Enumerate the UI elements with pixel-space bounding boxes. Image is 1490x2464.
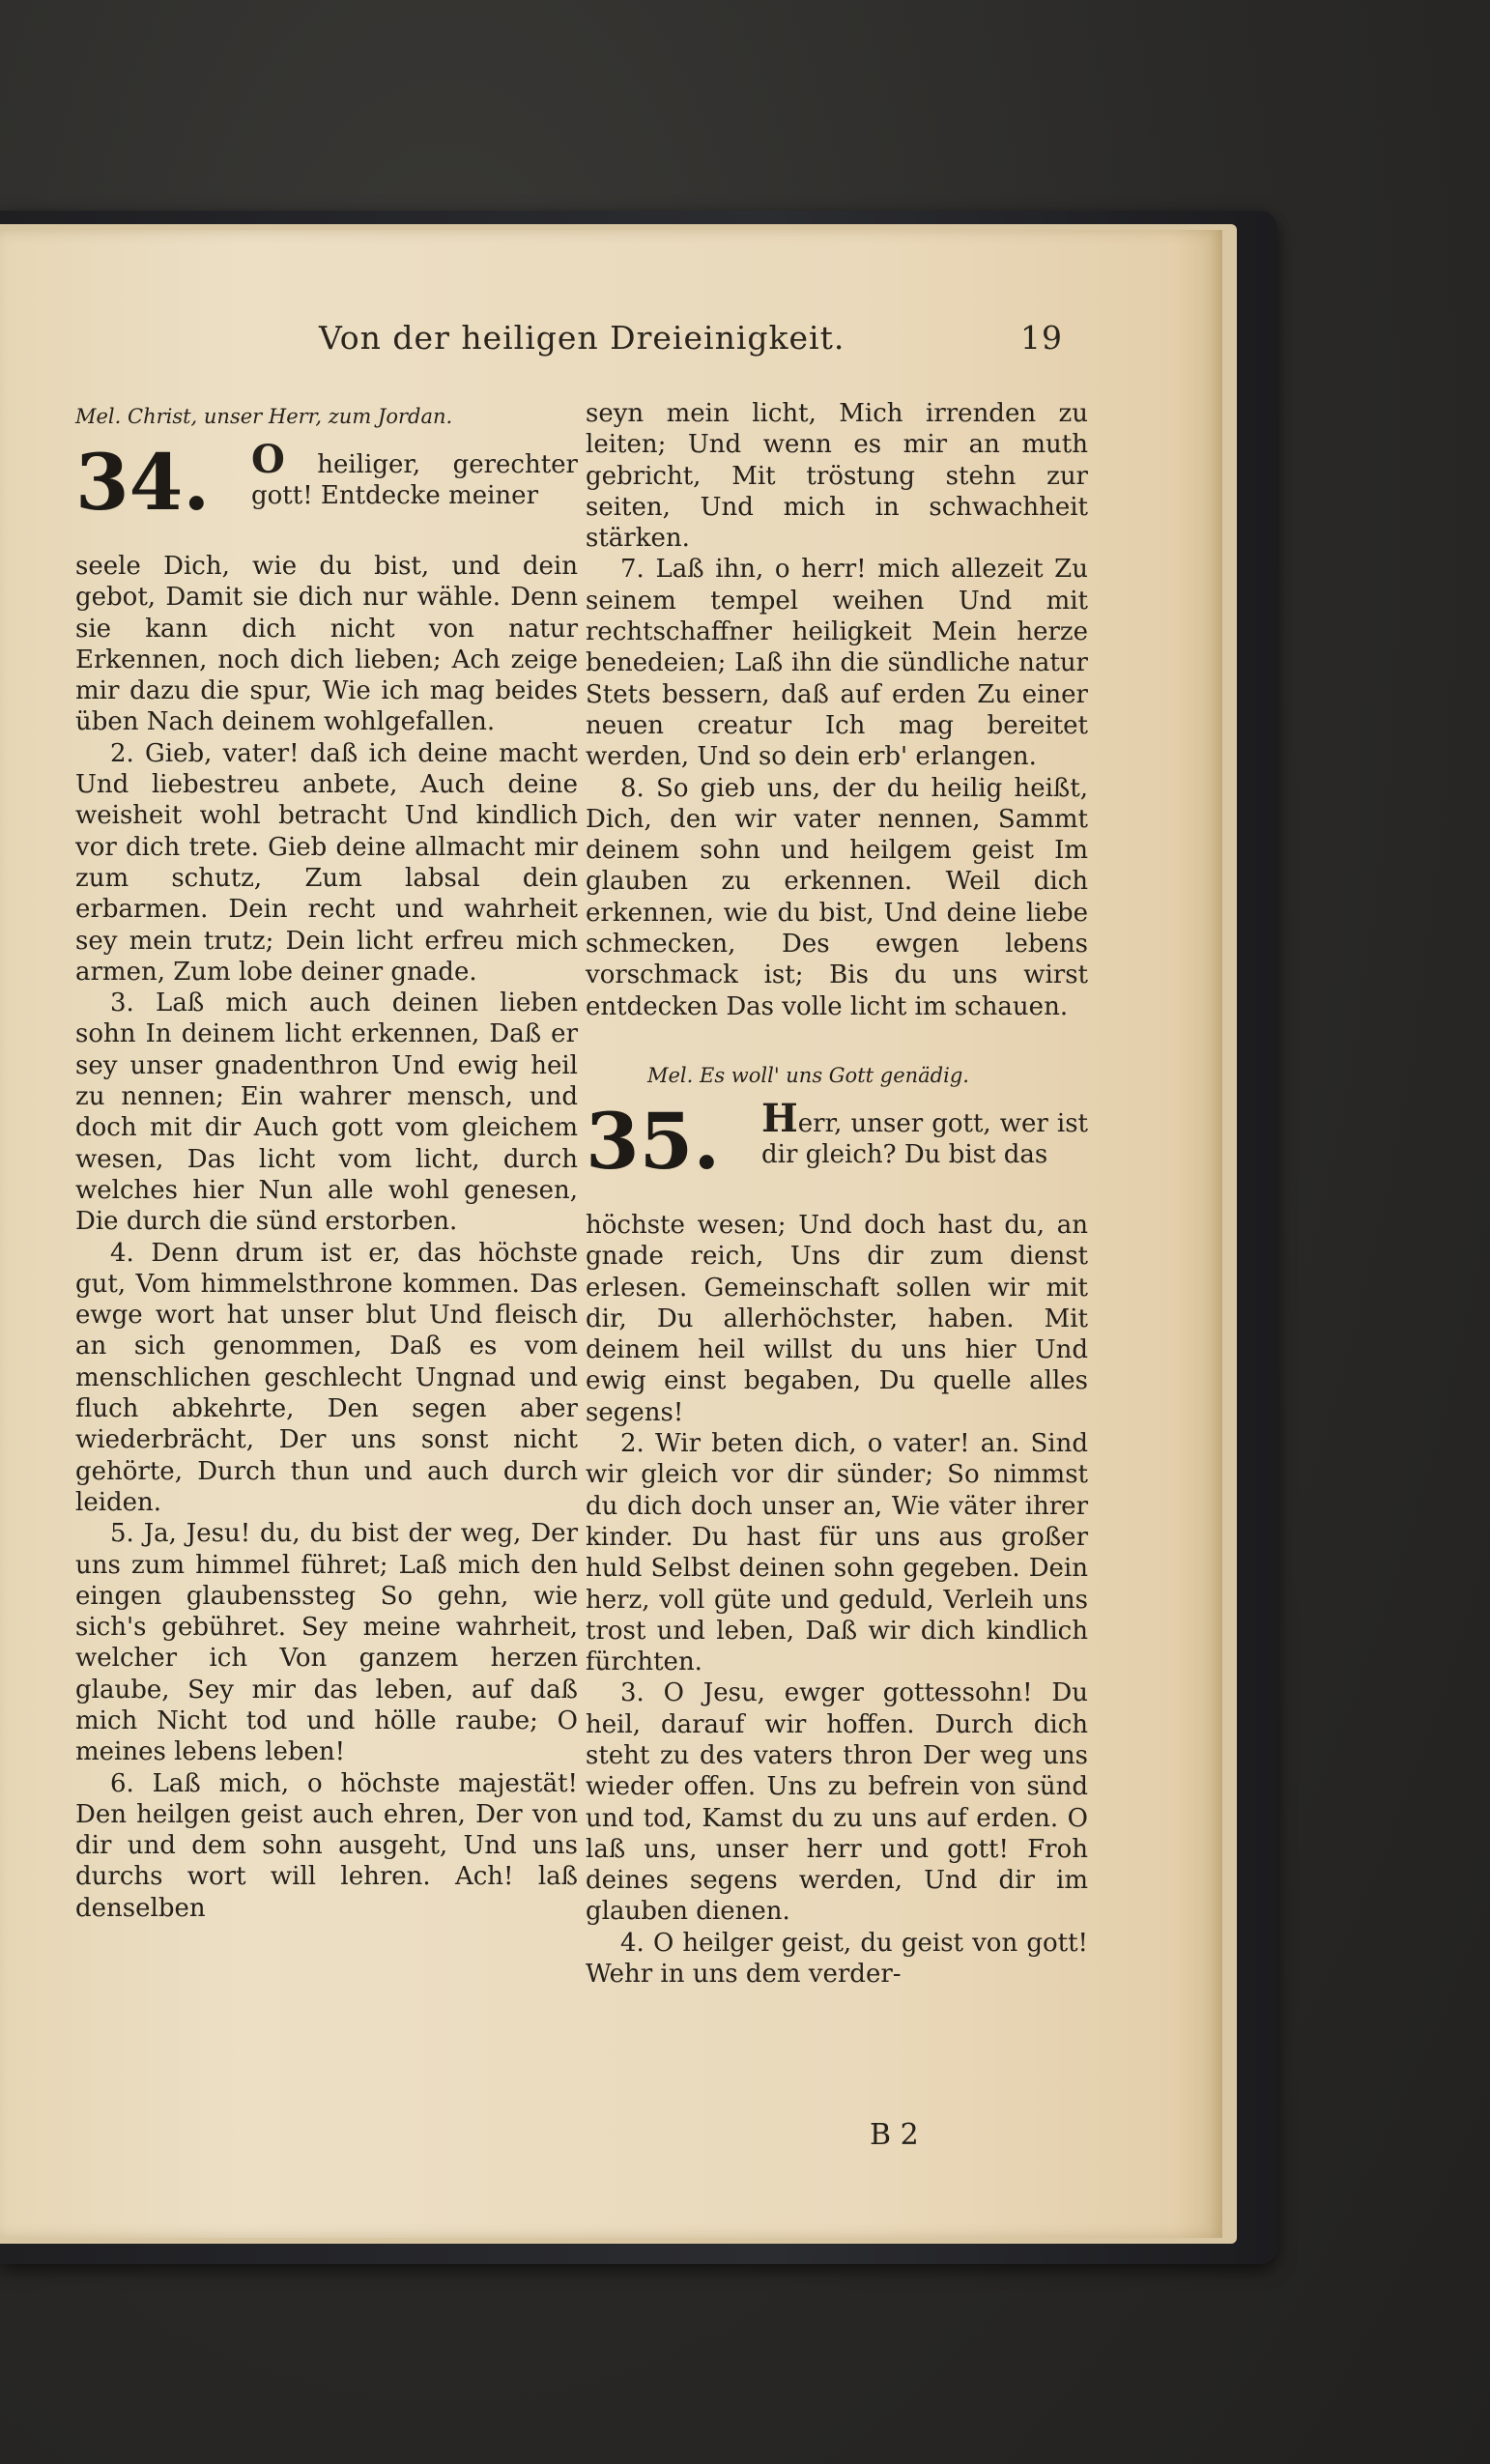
hymn-number: 35.	[586, 1095, 721, 1187]
hymn-first-text: heiliger, gerechter gott! Entdecke meiner	[251, 450, 578, 510]
verse: seyn mein licht, Mich irrenden zu leiten; Und wenn es mir an muth gebricht, Mit tröstung stehn zur seiten, Und mich in schwachheit stärken.	[586, 399, 1088, 554]
running-head-title: Von der heiligen Dreieinigkeit.	[319, 319, 845, 357]
verse: 4. O heilger geist, du geist von gott! Wehr in uns dem verder-	[586, 1928, 1088, 1990]
verse: 5. Ja, Jesu! du, du bist der weg, Der uns zum himmel führet; Laß mich den eingen glaubenssteg So gehn, wie sich's gebühret. Sey meine wahrheit, welcher ich Von ganzem herzen glaube, Sey mir das leben, auf daß mich Nicht tod und hölle raube; O meines lebens leben!	[75, 1519, 578, 1767]
hymn-heading	[75, 439, 578, 551]
right-column	[586, 398, 1088, 1990]
left-column	[75, 398, 578, 1924]
hymn-first-lines	[761, 1095, 1088, 1170]
verse: 8. So gieb uns, der du heilig heißt, Dich, den wir vater nennen, Sammt deinem sohn und heilgem geist Im glauben zu erkennen. Weil dich erkennen, wie du bist, Und deine liebe schmecken, Des ewgen lebens vorschmack ist; Bis du uns wirst entdecken Das volle licht im schauen.	[586, 773, 1088, 1021]
hymn-initial: O	[251, 437, 285, 482]
hymn-verses	[75, 551, 578, 1924]
verse: 4. Denn drum ist er, das höchste gut, Vom himmelsthrone kommen. Das ewge wort hat unser blut Und fleisch an sich genommen, Daß es vom menschlichen geschlecht Ungnad und fluch abkehrte, Den segen aber wiederbrächt, Der uns sonst nicht gehörte, Durch thun und auch durch leiden.	[75, 1238, 578, 1517]
verse: 7. Laß ihn, o herr! mich allezeit Zu seinem tempel weihen Und mit rechtschaffner heiligkeit Mein herze benedeien; Laß ihn die sündliche natur Stets bessern, daß auf erden Zu einer neuen creatur Ich mag bereitet werden, Und so dein erb' erlangen.	[586, 555, 1088, 772]
signature-mark: B 2	[870, 2118, 919, 2152]
hymn-verses	[586, 1210, 1088, 1990]
hymn-number: 34.	[75, 437, 211, 528]
hymn-first-lines	[251, 437, 578, 511]
verse: seele Dich, wie du bist, und dein gebot, Damit sie dich nur wähle. Denn sie kann dich nicht von natur Erkennen, noch dich lieben; Ach zeige mir dazu die spur, Wie ich mag beides üben Nach deinem wohlgefallen.	[75, 552, 578, 737]
verse: höchste wesen; Und doch hast du, an gnade reich, Uns dir zum dienst erlesen. Gemeinschaft sollen wir mit dir, Du allerhöchster, haben. Mit deinem heil willst du uns hier Und ewig einst begaben, Du quelle alles segens!	[586, 1210, 1088, 1427]
running-head	[319, 319, 1063, 367]
verse: 3. O Jesu, ewger gottessohn! Du heil, darauf wir hoffen. Durch dich steht zu des vaters thron Der weg uns wieder offen. Uns zu befrein von sünd und tod, Kamst du zu uns auf erden. O laß uns, unser herr und gott! Froh deines segens werden, Und dir im glauben dienen.	[586, 1678, 1088, 1927]
melody-line: Mel. Es woll' uns Gott genädig.	[647, 1063, 969, 1087]
verse: 2. Gieb, vater! daß ich deine macht Und liebestreu anbete, Auch deine weisheit wohl betracht Und kindlich vor dich trete. Gieb deine allmacht mir zum schutz, Zum labsal dein erbarmen. Dein recht und wahrheit sey mein trutz; Dein licht erfreu mich armen, Zum lobe deiner gnade.	[75, 738, 578, 987]
verse: 2. Wir beten dich, o vater! an. Sind wir gleich vor dir sünder; So nimmst du dich doch unser an, Wie väter ihrer kinder. Du hast für uns aus großer huld Selbst deinen sohn gegeben. Dein herz, voll güte und geduld, Verleih uns trost und leben, Daß wir dich kindlich fürchten.	[586, 1429, 1088, 1677]
hymn-first-text: err, unser gott, wer ist dir gleich? Du bist das	[761, 1108, 1088, 1169]
page-number: 19	[1020, 319, 1063, 357]
hymn-initial: H	[761, 1095, 798, 1141]
melody-line: Mel. Christ, unser Herr, zum Jordan.	[75, 405, 453, 428]
verse: 3. Laß mich auch deinen lieben sohn In deinem licht erkennen, Daß er sey unser gnadenthron Und ewig heil zu nennen; Ein wahrer mensch, und doch mit dir Auch gott vom gleichem wesen, Das licht vom licht, durch welches hier Nun alle wohl genesen, Die durch die sünd erstorben.	[75, 988, 578, 1237]
hymn-heading	[586, 1095, 1088, 1210]
verse: 6. Laß mich, o höchste majestät! Den heilgen geist auch ehren, Der von dir und dem sohn ausgeht, Und uns durchs wort will lehren. Ach! laß denselben	[75, 1768, 578, 1923]
hymn-continuation	[586, 398, 1088, 1022]
